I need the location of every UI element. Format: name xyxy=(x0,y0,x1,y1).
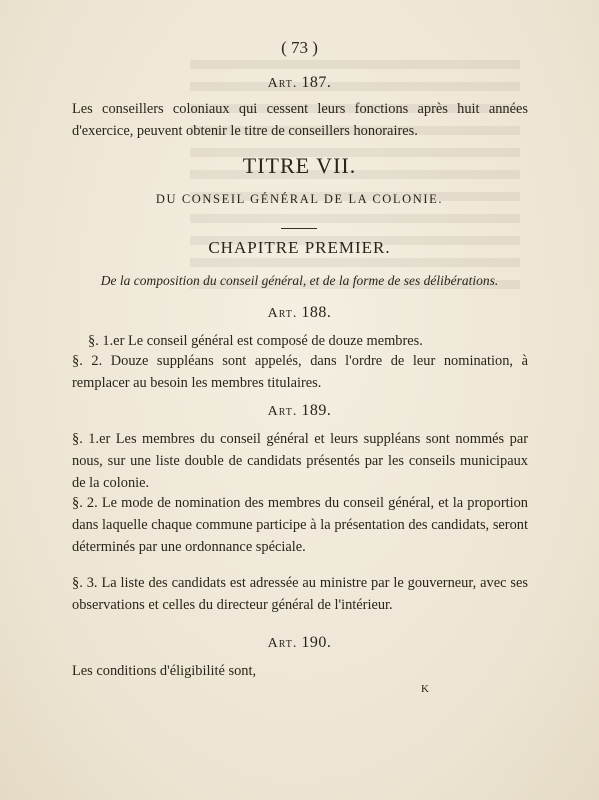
article-189-para-2: §. 2. Le mode de nomination des membres du conseil général, et la proportion dans laquelle chaque commune participe à la présentation des candidats, seront déterminés par une ordonnance spéciale. xyxy=(72,495,528,555)
article-190-text: Les conditions d'éligibilité sont, xyxy=(72,663,257,679)
article-label: Art. xyxy=(267,404,298,419)
article-188-para-2: §. 2. Douze suppléans sont appelés, dans l'ordre de leur nomination, à remplacer au besoin les membres titulaires. xyxy=(72,353,528,391)
chapter-heading: CHAPITRE PREMIER. xyxy=(208,238,391,257)
article-188-heading xyxy=(0,304,599,322)
divider-rule xyxy=(281,228,317,229)
article-187-text: Les conseillers coloniaux qui cessent leurs fonctions après huit années d'exercice, peuvent obtenir le titre de conseillers honoraires. xyxy=(72,101,528,139)
article-number: 189. xyxy=(301,402,332,419)
titre-subheading: DU CONSEIL GÉNÉRAL DE LA COLONIE. xyxy=(155,192,444,206)
article-number: 190. xyxy=(301,634,332,651)
titre-heading: TITRE VII. xyxy=(242,153,357,178)
article-187-heading xyxy=(0,74,599,92)
page-number: ( 73 ) xyxy=(281,38,318,57)
article-189-para-1: §. 1.er Les membres du conseil général et leurs suppléans sont nommés par nous, sur une liste double de candidats présentés par les conseils municipaux de la colonie. xyxy=(72,431,528,491)
article-label: Art. xyxy=(267,636,298,651)
article-number: 187. xyxy=(301,74,332,91)
signature-mark: K xyxy=(421,683,429,695)
article-number: 188. xyxy=(301,304,332,321)
article-190-heading xyxy=(0,634,599,652)
article-label: Art. xyxy=(267,76,298,91)
article-189-heading xyxy=(0,402,599,420)
chapter-subtitle: De la composition du conseil général, et de la forme de ses délibérations. xyxy=(100,273,499,288)
article-189-para-3: §. 3. La liste des candidats est adressée au ministre par le gouverneur, avec ses observations et celles du directeur général de l'intérieur. xyxy=(72,575,528,613)
article-188-para-1: §. 1.er Le conseil général est composé de douze membres. xyxy=(88,333,423,349)
article-label: Art. xyxy=(267,306,298,321)
